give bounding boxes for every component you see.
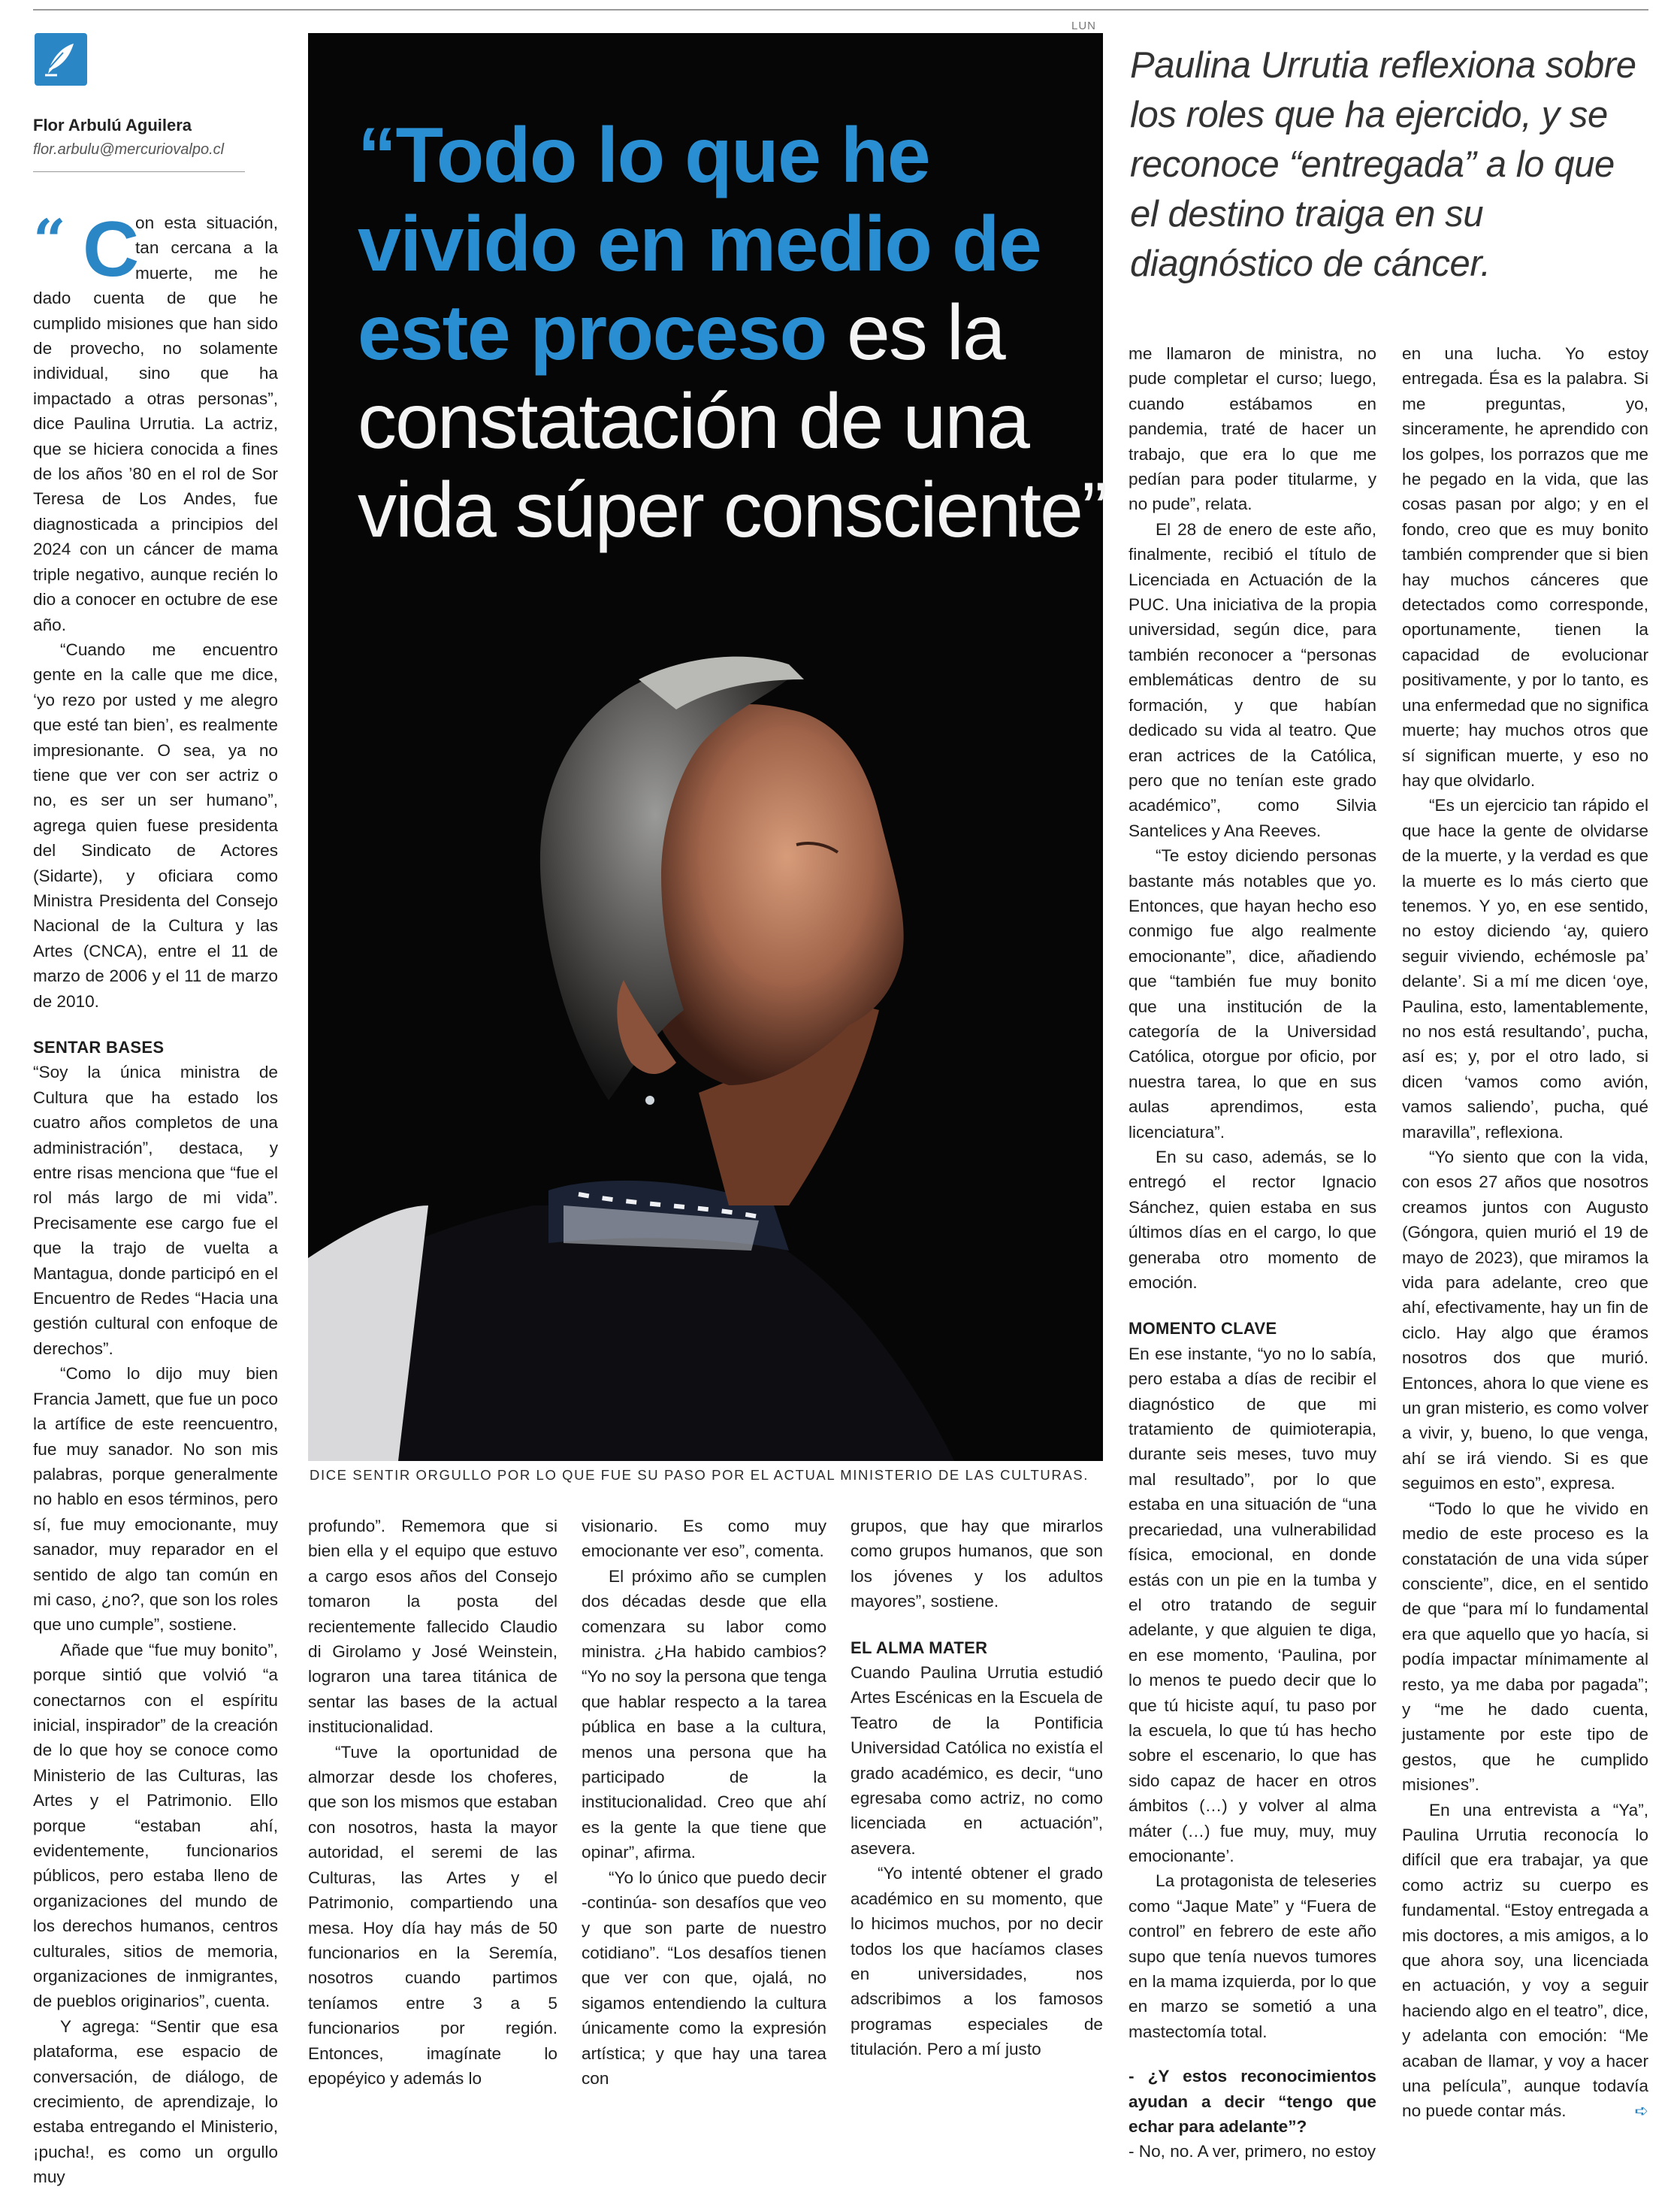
article-column-1 (33, 206, 278, 2190)
dropcap-letter: C (83, 206, 140, 293)
deck-subheadline: Paulina Urrutia reflexiona sobre los roles que ha ejercido, y se reconoce “entregada” a lo que el destino traiga en su diagnóstico de cáncer. (1130, 45, 1636, 284)
author-name: Flor Arbulú Aguilera (33, 116, 192, 135)
top-rule (33, 9, 1648, 11)
paragraph: Añade que “fue muy bonito”, porque sintió que volvió “a conectarnos con el espíritu inicial, inspirador” de la creación de lo que hoy se conoce como Ministerio de las Culturas, las Artes y el Patrimonio. Ello porque “estaban ahí, evidentemente, funcionarios públicos, pero estaba lleno de organizaciones del mundo de los derechos humanos, centros culturales, sitios de memoria, organizaciones de inmigrantes, de pueblos originarios”, cuenta. (33, 1640, 278, 2011)
article-column-6 (1402, 341, 1648, 2124)
paragraph: visionario. Es como muy emocionante ver eso”, comenta. (582, 1517, 826, 1561)
paragraph: “Soy la única ministra de Cultura que ha estado los cuatro años completos de una administración”, destaca, y entre risas menciona que “fue el rol más largo de mi vida”. Precisamente ese cargo fue el que la trajo de vuelta a Mantagua, donde participó en el Encuentro de Redes “Hacia una gestión cultural con enfoque de derechos”. (33, 1063, 278, 1358)
paragraph: En su caso, además, se lo entregó el rector Ignacio Sánchez, quien estaba en sus últimos días en el cargo, lo que generaba otro momento de emoción. (1129, 1148, 1376, 1293)
subheading-alma-mater: EL ALMA MATER (851, 1638, 988, 1657)
paragraph: me llamaron de ministra, no pude completar el curso; luego, cuando estábamos en pandemia, traté de hacer un trabajo, que era lo que me pedían para poder titularme, y no pude”, relata. (1129, 344, 1376, 514)
paragraph: El 28 de enero de este año, finalmente, recibió el título de Licenciada en Actuación de la PUC. Una iniciativa de la propia universidad, según dice, para también reconocer a “personas emblemáticas dentro de su formación, y que habían dedicado su vida al teatro. Que eran actrices de la Católica, pero que no tenían este grado académico”, como Silvia Santelices y Ana Reeves. (1129, 519, 1376, 840)
paragraph: “Todo lo que he vivido en medio de este proceso es la constatación de una vida súper consciente”, dice, en el sentido de que “para mí lo fundamental era que aquello que yo hacía, si podía impactar mínimamente al resto, ya me daba por pagada”; y “me he dado cuenta, justamente por este tipo de gestos, que he cumplido misiones”. (1402, 1499, 1648, 1795)
paragraph: Cuando Paulina Urrutia estudió Artes Escénicas en la Escuela de Teatro de la Pontificia Universidad Católica no existía el grado académico, es decir, “uno egresaba como actriz, no como licenciada en actuación”, asevera. (851, 1663, 1103, 1858)
paragraph: “Yo intenté obtener el grado académico en su momento, que lo hicimos muchos, por no decir todos los que hacíamos clases en universidades, nos adscribimos a los famosos programas especiales de titulación. Pero a mí justo (851, 1864, 1103, 2059)
paragraph: en una lucha. Yo estoy entregada. Ésa es la palabra. Si me preguntas, yo, sinceramente, he aprendido con los golpes, los porrazos que me he pegado en la vida, que las cosas pasan por algo; y en el fondo, creo que es muy bonito también comprender que si bien hay muchos cánceres que detectados como corresponde, oportunamente, tienen la capacidad de evolucionar positivamente, y por lo tanto, es una enfermedad que no significa muerte; hay muchos otros que sí significan muerte, y eso no hay que olvidarlo. (1402, 344, 1648, 790)
interview-answer: - No, no. A ver, primero, no estoy (1129, 2142, 1376, 2161)
paragraph: “Te estoy diciendo personas bastante más notables que yo. Entonces, que hayan hecho eso conmigo fue algo realmente emocionante”, dice, añadiendo que “también fue muy bonito que una institución de la categoría de la Universidad Católica, otorgue por oficio, por nuestra tarea, lo que en sus aulas aprendimos, esta licenciatura”. (1129, 846, 1376, 1142)
paragraph: Y agrega: “Sentir que esa plataforma, ese espacio de conversación, de diálogo, de crecimiento, de aprendizaje, lo estaba entregando el Ministerio, ¡pucha!, es como un orgullo muy (33, 2016, 278, 2187)
byline (33, 116, 267, 159)
lead-paragraph (33, 206, 278, 637)
quill-pen-icon (41, 39, 81, 80)
headline-blue-part: “Todo lo que he vivido en medio de este proceso (358, 112, 1041, 377)
author-email[interactable]: flor.arbulu@mercuriovalpo.cl (33, 141, 225, 158)
headline-white-part: es la constatación de una vida súper consciente” (358, 289, 1107, 554)
interview-question: - ¿Y estos reconocimientos ayudan a decir “tengo que echar para adelante”? (1129, 2067, 1376, 2137)
article-column-3 (582, 1514, 826, 2091)
paragraph: profundo”. Rememora que si bien ella y el equipo que estuvo a cargo esos años del Consejo tomaron la posta del recientemente fallecido Claudio di Girolamo y José Weinstein, lograron una tarea titánica de sentar las bases de la actual institucionalidad. (308, 1517, 557, 1737)
section-logo (35, 33, 87, 86)
end-of-article-icon: ➪ (1634, 2101, 1648, 2121)
paragraph (1402, 1798, 1648, 2124)
paragraph: “Yo lo único que puedo decir -continúa- son desafíos que veo y que son parte de nuestro cotidiano”. “Los desafíos tienen que ver con que, ojalá, no sigamos entendiendo la cultura únicamente como la expresión artística; y que hay una tarea con (582, 1868, 826, 2088)
paragraph: El próximo año se cumplen dos décadas desde que ella comenzara su labor como ministra. ¿Ha habido cambios? “Yo no soy la persona que tenga que hablar respecto a la tarea pública en base a la cultura, menos una persona que ha participado de la institucionalidad. Creo que ahí es la gente la que tiene que opinar”, afirma. (582, 1566, 826, 1862)
headline (358, 111, 1109, 555)
paragraph: “Yo siento que con la vida, con esos 27 años que nosotros creamos juntos con Augusto (Góngora, quien murió el 19 de mayo de 2023), que miramos la vida para adelante, creo que ahí, efectivamente, hay un fin de ciclo. Hay algo que éramos nosotros dos que murió. Entonces, ahora lo que viene es un gran misterio, es como volver a vivir, y, bueno, lo que venga, ahí se irá viendo. Si es que seguimos en esto”, expresa. (1402, 1148, 1648, 1493)
photo-caption: DICE SENTIR ORGULLO POR LO QUE FUE SU PASO POR EL ACTUAL MINISTERIO DE LAS CULTURAS. (310, 1467, 1089, 1483)
dropcap-quote-mark: “ (33, 207, 66, 274)
paragraph: “Cuando me encuentro gente en la calle que me dice, ‘yo rezo por usted y me alegro que esté tan bien’, es realmente impresionante. O sea, ya no tiene que ver con ser actriz o no, es ser un ser humano”, agrega quien fuese presidenta del Sindicato de Actores (Sidarte), y oficiara como Ministra Presidenta del Consejo Nacional de la Cultura y las Artes (CNCA), entre el 11 de marzo de 2006 y el 11 de marzo de 2010. (33, 640, 278, 1011)
paragraph-text: En una entrevista a “Ya”, Paulina Urrutia reconocía lo difícil que era trabajar, ya que como actriz su cuerpo es fundamental. “Estoy entregada a mis doctores, a mis amigos, a lo que ahora soy, una licenciada en actuación, y voy a seguir haciendo algo en el teatro”, dice, y adelanta con emoción: “Me acaban de llamar, y voy a hacer una película”, aunque todavía no puede contar más. (1402, 1800, 1648, 2121)
page-mark: LUN (1071, 20, 1097, 32)
subheading-momento-clave: MOMENTO CLAVE (1129, 1319, 1277, 1339)
subheading-sentar-bases: SENTAR BASES (33, 1038, 165, 1057)
paragraph: grupos, que hay que mirarlos como grupos humanos, que son los jóvenes y los adultos mayores”, sostiene. (851, 1517, 1103, 1611)
paragraph: En ese instante, “yo no lo sabía, pero estaba a días de recibir el diagnóstico de que mi tratamiento de quimioterapia, durante seis meses, tuvo muy mal resultado”, por lo que estaba en una situación de “una precariedad, una vulnerabilidad física, emocional, en donde estás con un pie en la tumba y el otro tratando de seguir adelante, y que alguien te diga, en ese momento, ‘Paulina, por lo menos te puedo decir que lo que tú hiciste aquí, tu paso por la escuela, lo que tú has hecho sobre el escenario, lo que has sido capaz de hacer en otros ámbitos (…) y volver al alma máter (…) fue muy, muy, muy emocionante’. (1129, 1344, 1376, 1865)
lead-text: on esta situación, tan cercana a la muerte, me he dado cuenta de que he cumplido misiones que han sido de provecho, no solamente individual, sino que ha impactado a otras personas”, dice Paulina Urrutia. La actriz, que se hiciera conocida a fines de los años ’80 en el rol de Sor Teresa de Los Andes, fue diagnosticada a principios del 2024 con un cáncer de mama triple negativo, aunque recién lo dio a conocer en octubre de ese año. (33, 213, 278, 634)
byline-rule (33, 171, 245, 172)
paragraph: “Es un ejercicio tan rápido el que hace la gente de olvidarse de la muerte, y la verdad es que la muerte es lo más cierto que tenemos. Y yo, en ese sentido, no estoy diciendo ‘ay, quiero seguir viviendo, echémosle pa’ delante’. Si a mí me dicen ‘oye, Paulina, esto, lamentablemente, no nos está resultando’, pucha, así es; y, por el otro lado, si dicen ‘vamos como avión, vamos saliendo’, pucha, qué maravilla”, reflexiona. (1402, 796, 1648, 1142)
article-column-2 (308, 1514, 557, 2091)
article-column-5 (1129, 341, 1376, 2164)
portrait-photo (308, 33, 1107, 1461)
paragraph: “Tuve la oportunidad de almorzar desde los choferes, que son los mismos que estaban con nosotros, hasta la mayor autoridad, el seremi de las Culturas, las Artes y el Patrimonio, compartiendo una mesa. Hoy día hay más de 50 funcionarios en la Seremía, nosotros cuando partimos teníamos entre 3 a 5 funcionarios por región. Entonces, imagínate lo epopéyico y además lo (308, 1742, 557, 2088)
dropcap (33, 206, 140, 293)
paragraph: La protagonista de teleseries como “Jaque Mate” y “Fuera de control” en febrero de este año supo que tenía nuevos tumores en la mama izquierda, por lo que en marzo se sometió a una mastectomía total. (1129, 1871, 1376, 2041)
paragraph: “Como lo dijo muy bien Francia Jamett, que fue un poco la artífice de este reencuentro, fue muy sanador. No son mis palabras, porque generalmente no hablo en esos términos, pero sí, fue muy emocionante, muy sanador, muy reparador en el sentido de algo tan común en mi caso, ¿no?, que son los roles que uno cumple”, sostiene. (33, 1364, 278, 1635)
article-column-4 (851, 1514, 1103, 2062)
